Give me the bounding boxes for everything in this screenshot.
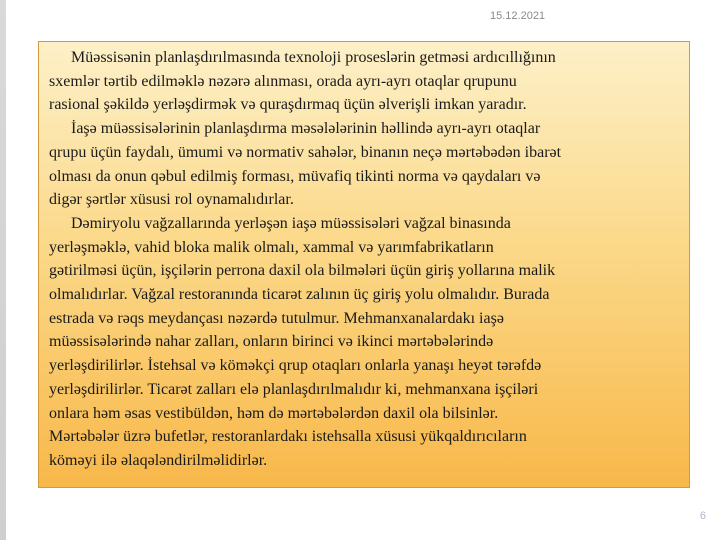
paragraph-line-5: qrupu üçün faydalı, ümumi və normativ sahələr, binanın neçə mərtəbədən ibarət xyxy=(49,143,562,161)
paragraph-line-12: estrada və rəqs meydançası nəzərdə tutulmur. Mehmanxanalardakı iaşə xyxy=(49,309,504,327)
paragraph-line-1: Müəssisənin planlaşdırılmasında texnoloji proseslərin getməsi ardıcıllığının xyxy=(71,49,556,66)
paragraph-line-7: digər şərtlər xüsusi rol oynamalıdırlar. xyxy=(49,191,294,209)
paragraph-line-13: müəssisələrində nahar zalları, onların birinci və ikinci mərtəbələrində xyxy=(49,333,494,351)
slide-left-border xyxy=(0,0,6,540)
paragraph-line-9: yerləşməklə, vahid bloka malik olmalı, xammal və yarımfabrikatların xyxy=(49,238,494,256)
paragraph-line-3: rasional şəkildə yerləşdirmək və quraşdırmaq üçün əlverişli imkan yaradır. xyxy=(49,96,527,114)
paragraph-line-10: gətirilməsi üçün, işçilərin perrona daxil ola bilmələri üçün giriş yollarına malik xyxy=(49,262,556,280)
text-box xyxy=(38,41,690,488)
paragraph-line-15: yerləşdirilirlər. Ticarət zalları elə planlaşdırılmalıdır ki, mehmanxana işçiləri xyxy=(49,380,539,398)
paragraph-line-18: köməyi ilə əlaqələndirilməlidirlər. xyxy=(49,451,268,469)
paragraph-line-8: Dəmiryolu vağzallarında yerləşən iaşə müəssisələri vağzal binasında xyxy=(71,214,511,232)
paragraph-line-16: onlara həm əsas vestibüldən, həm də mərtəbələrdən daxil ola bilsinlər. xyxy=(49,404,499,422)
page-number: 6 xyxy=(699,510,706,522)
paragraph-line-14: yerləşdirilirlər. İstehsal və köməkçi qrup otaqları onlarla yanaşı heyət tərəfdə xyxy=(49,357,542,375)
paragraph-line-11: olmalıdırlar. Vağzal restoranında ticarət zalının üç giriş yolu olmalıdır. Burada xyxy=(49,286,550,304)
paragraph-line-17: Mərtəbələr üzrə bufetlər, restoranlardakı istehsalla xüsusi yükqaldırıcıların xyxy=(49,428,527,446)
paragraph-line-6: olması da onun qəbul edilmiş forması, müvafiq tikinti norma və qaydaları və xyxy=(49,167,541,185)
paragraph-line-4: İaşə müəssisələrinin planlaşdırma məsələlərinin həllində ayrı-ayrı otaqlar xyxy=(71,120,541,138)
paragraph-line-2: sxemlər tərtib edilməklə nəzərə alınması, orada ayrı-ayrı otaqlar qrupunu xyxy=(49,72,517,90)
slide-date: 15.12.2021 xyxy=(490,10,546,22)
